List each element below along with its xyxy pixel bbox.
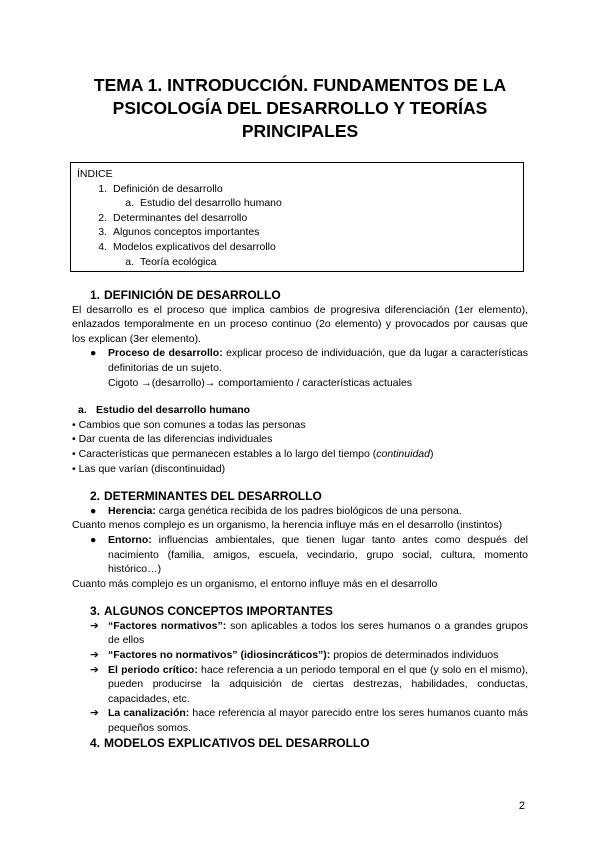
list-item: • Las que varían (discontinuidad)	[72, 462, 226, 475]
page-number: 2	[518, 800, 525, 812]
page-title	[60, 74, 540, 143]
title-line-3: PRINCIPALES	[241, 121, 359, 141]
section-heading: 2. DETERMINANTES DEL DESARROLLO	[90, 489, 322, 504]
title-line-1: TEMA 1. INTRODUCCIÓN. FUNDAMENTOS DE LA	[93, 75, 507, 95]
table-of-contents	[70, 162, 524, 272]
bullet-item: ● Herencia: carga genética recibida de los padres biológicos de una persona.	[90, 504, 462, 517]
section-heading: 1. DEFINICIÓN DE DESARROLLO	[90, 288, 281, 302]
paragraph: El desarrollo es el proceso que implica cambios de progresiva diferenciación (1er elemento), enlazados temporalmente en un proceso continuo (2o elemento) y provocados por causas que los explican (3er elemento).	[72, 303, 528, 345]
list-item: • Características que permanecen estables a lo largo del tiempo (continuidad)	[72, 447, 434, 460]
section-heading: 4. MODELOS EXPLICATIVOS DEL DESARROLLO	[90, 735, 370, 750]
bullet-item: ● Proceso de desarrollo: explicar proceso de individuación, que da lugar a características definitorias de un sujeto. Cigoto →(desarrollo)→ comportamiento / características actuales	[90, 347, 528, 389]
toc-subitem: a. Teoría ecológica	[125, 255, 217, 268]
arrow-item: ➔ “Factores no normativos” (idiosincráticos”): propios de determinados individuos	[90, 649, 499, 662]
toc-item: 4. Modelos explicativos del desarrollo	[98, 240, 276, 253]
toc-item: 2. Determinantes del desarrollo	[98, 211, 248, 224]
paragraph: Cuanto más complejo es un organismo, el entorno influye más en el desarrollo	[72, 577, 438, 590]
arrow-item: ➔ “Factores normativos”: son aplicables a todos los seres humanos o a grandes grupos de ellos	[90, 619, 528, 647]
arrow-icon: ➔	[90, 707, 99, 720]
arrow-icon: ➔	[90, 619, 99, 632]
toc-item: 3. Algunos conceptos importantes	[98, 226, 260, 239]
list-item: • Dar cuenta de las diferencias individuales	[72, 433, 273, 446]
bullet-item: ● Entorno: influencias ambientales, que tienen lugar tanto antes como después del nacimiento (familia, amigos, escuela, vecindario, grupo social, cultura, momento histórico…)	[90, 533, 528, 576]
toc-item: 1. Definición de desarrollo	[98, 182, 223, 195]
arrow-icon: ➔	[90, 663, 99, 676]
subsection-heading: a. Estudio del desarrollo humano	[78, 404, 251, 417]
list-item: • Cambios que son comunes a todas las personas	[72, 418, 306, 431]
document-body	[72, 288, 528, 750]
toc-subitem: a. Estudio del desarrollo humano	[125, 197, 282, 210]
title-line-2: PSICOLOGÍA DEL DESARROLLO Y TEORÍAS	[112, 98, 488, 118]
toc-heading: ÍNDICE	[77, 168, 113, 180]
paragraph: Cuanto menos complejo es un organismo, la herencia influye más en el desarrollo (instintos)	[72, 519, 503, 532]
section-heading: 3. ALGUNOS CONCEPTOS IMPORTANTES	[90, 604, 333, 619]
arrow-item: ➔ El periodo crítico: hace referencia a un periodo temporal en el que (y solo en el mismo), pueden producirse la adquisición de ciertas destrezas, habilidades, conductas, capacidades, etc.	[90, 663, 528, 705]
arrow-icon: ➔	[90, 649, 99, 662]
arrow-item: ➔ La canalización: hace referencia al mayor parecido entre los seres humanos cuanto más pequeños somos.	[90, 707, 529, 735]
